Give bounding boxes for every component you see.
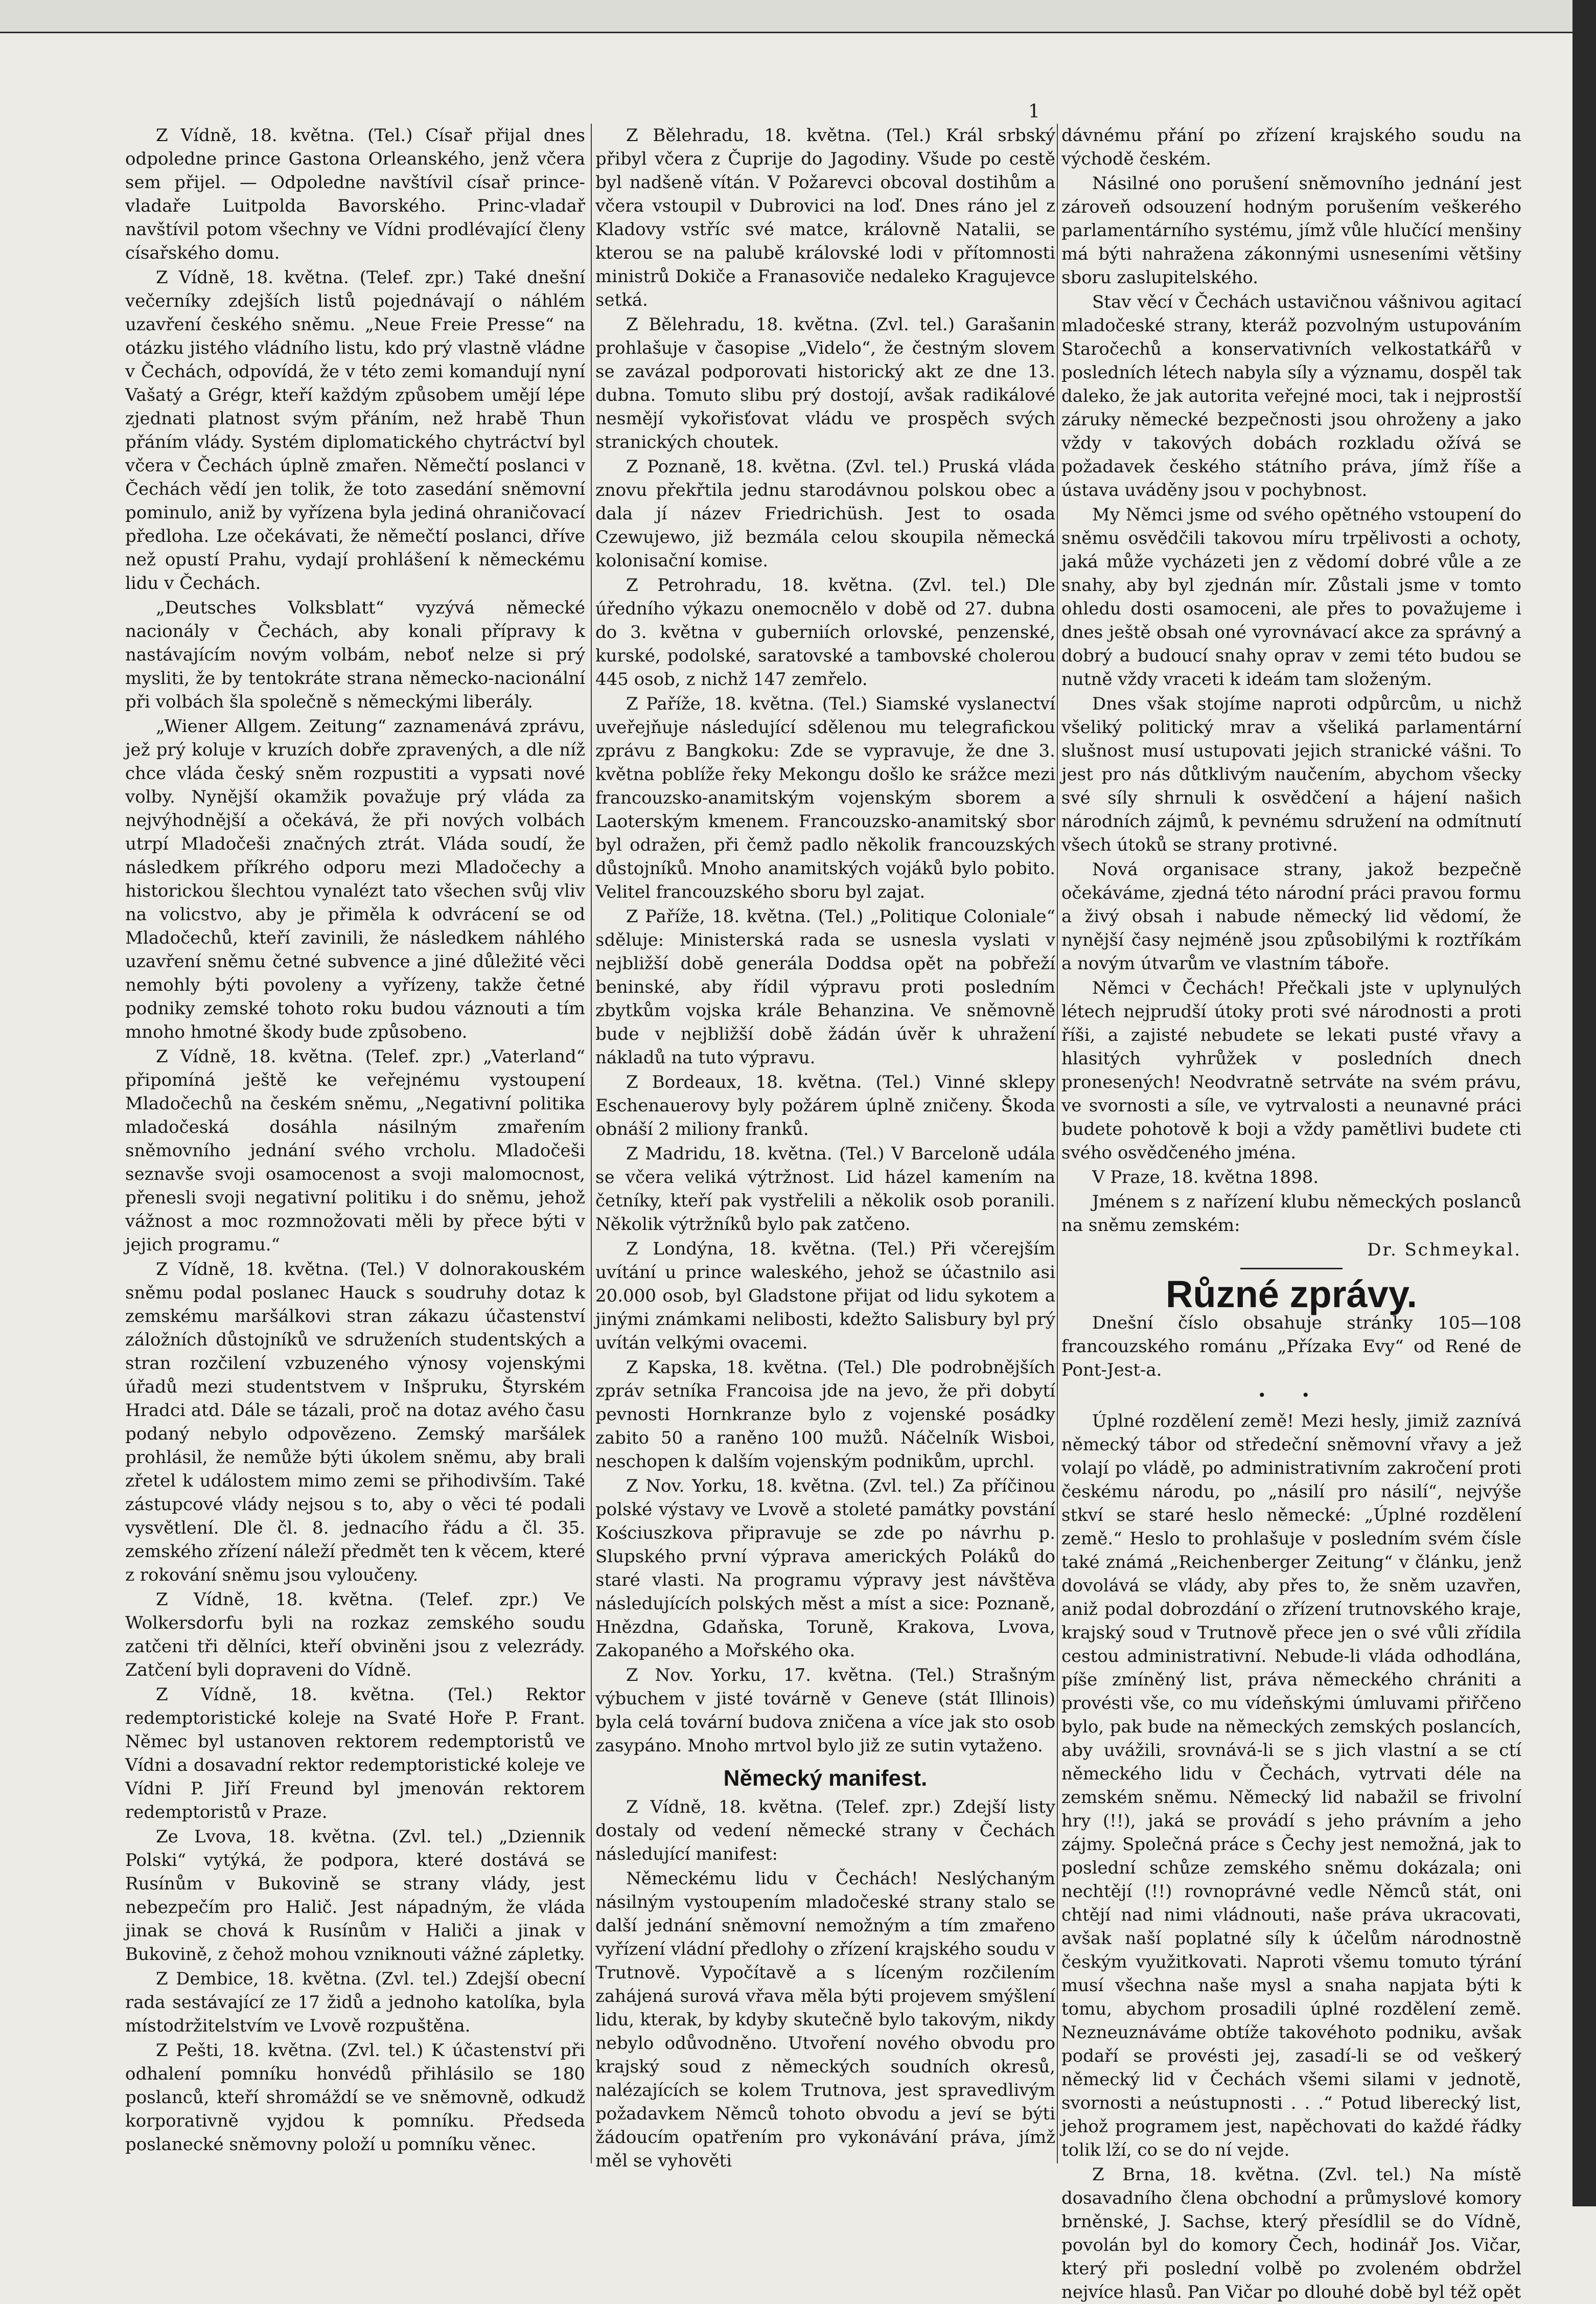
- article: Z Vídně, 18. května. (Tel.) Rektor redemptoristické koleje na Svaté Hoře P. Frant. Němec byl ustanoven rektorem redemptoristů ve Vídni a dosavadní rektor redemptoristické koleje ve Vídni P. Jiří Freund byl jmenován rektorem redemptoristů v Praze.: [125, 1684, 585, 1822]
- article: Z Londýna, 18. května. (Tel.) Při včerejším uvítání u prince waleského, jehož se účastnilo asi 20.000 osob, byl Gladstone přijat od lidu sykotem a jinými známkami nelibosti, kdežto Salisbury byl prý uvítán velkými ovacemi.: [595, 1239, 1055, 1353]
- article: Němci v Čechách! Přečkali jste v uplynulých létech nejprudší útoky proti své národnosti a proti říši, a zajisté nebudete se lekati pusté vřavy a hlasitých vyhrůžek v posledních dnech pronesených! Neodvratně setrváte na svém právu, ve svornosti a síle, ve vytrvalosti a neunavné práci budete pohotově k boji a vždy pamětlivi budete cti svého osvědčeného jména.: [1061, 978, 1521, 1163]
- article: Z Vídně, 18. května. (Telef. zpr.) Ve Wolkersdorfu byli na rozkaz zemského soudu zatčeni tři dělníci, kteří obviněni jsou z velezrády. Zatčení byli dopraveni do Vídně.: [125, 1589, 585, 1680]
- article: Z Petrohradu, 18. května. (Zvl. tel.) Dle úředního výkazu onemocnělo v době od 27. dubna do 3. května v guberniích orlovské, penzenské, kurské, podolské, saratovské a tambovské cholerou 445 osob, z nichž 147 zemřelo.: [595, 575, 1055, 690]
- article: Z Bělehradu, 18. května. (Tel.) Král srbský přibyl včera z Čuprije do Jagodiny. Všude po cestě byl nadšeně vítán. V Požarevci obcoval dostihům a včera vstoupil v Dubrovici na loď. Dnes ráno jel z Kladovy vstříc své matce, královně Natalii, se kterou se na palubě královské lodi v přítomnosti ministrů Dokiče a Franasoviče nedaleko Kragujevce setká.: [595, 125, 1055, 310]
- article: Ze Lvova, 18. května. (Zvl. tel.) „Dziennik Polski“ vytýká, že podpora, které dostává se Rusínům v Bukovině se strany vlády, jest nebezpečím pro Halič. Jest nápadným, že vláda jinak se chová k Rusínům v Haliči a jinak v Bukovině, z čehož mohou vzniknouti vážné zápletky.: [125, 1827, 585, 1965]
- article: Násilné ono porušení sněmovního jednání jest zároveň odsouzení hodným porušením veškerého parlamentárního systému, jímž vůle hlučící menšiny má býti nahražena zákonnými usneseními většiny sboru zaslupitelského.: [1061, 173, 1521, 288]
- column-2: [595, 124, 1055, 2173]
- article: Z Vídně, 18. května. (Telef. zpr.) Zdejší listy dostaly od vedení německé strany v Čechách následující manifest:: [595, 1797, 1055, 1864]
- article: Z Poznaně, 18. května. (Zvl. tel.) Pruská vláda znovu překřtila jednu starodávnou polskou obec a dala jí název Friedrichüsh. Jest to osada Czewujewo, již bezmála celou skoupila německá kolonisační komise.: [595, 457, 1055, 571]
- article: Z Dembice, 18. května. (Zvl. tel.) Zdejší obecní rada sestávající ze 17 židů a jednoho katolíka, byla místodržitelstvím ve Lvově rozpuštěna.: [125, 1969, 585, 2036]
- article: Z Vídně, 18. května. (Tel.) V dolnorakouském sněmu podal poslanec Hauck s soudruhy dotaz k zemskému maršálkovi stran zákazu účastenství záložních důstojníků ve sdruženích studentských a stran rozčilení vzbuzeného výnosy vojenskými úřadů mezi studentstvem v Inšpruku, Štyrském Hradci atd. Dále se tázali, proč na dotaz avého času podaný nebylo odpovězeno. Zemský maršálek prohlásil, že nemůže býti úkolem sněmu, aby brali zřetel k událostem mimo zemi se přihodivším. Také zástupcové vlády nejsou s to, aby o věci té podali vysvětlení. Dle čl. 8. jednacího řádu a čl. 35. zemského zřízení náleží předmět ten k věcem, které z rokování sněmu jsou vyloučeny.: [125, 1259, 585, 1585]
- article: Z Vídně, 18. května. (Tel.) Císař přijal dnes odpoledne prince Gastona Orleanského, jenž včera sem přijel. — Odpoledne navštívil císař prince-vladaře Luitpolda Bavorského. Princ-vladař navštívil potom všechny ve Vídni prodlévající členy císařského domu.: [125, 125, 585, 263]
- page-right-edge: [1572, 0, 1596, 2206]
- column-1: [125, 124, 585, 2156]
- article: Německému lidu v Čechách! Neslýchaným násilným vystoupením mladočeské strany stalo se další jednání sněmovní nemožným a tím zmařeno vyřízení vládní předlohy o zřízení krajského soudu v Trutnově. Vypočítavě a s líceným rozčilením zahájená surová vřava měla býti projevem smýšlení lidu, kterak, by kdyby skutečně bylo takovým, nikdy nebylo odůvodněno. Utvoření nového obvodu pro krajský soud z německých soudních okresů, nalézajících se kolem Trutnova, jest spravedlivým požadavkem Němců tohoto obvodu a jeví se býti žádoucím opatřením pro vykonávání práva, jímž měl se vyhověti: [595, 1868, 1055, 2171]
- article: Dnes však stojíme naproti odpůrcům, u nichž všeliký politický mrav a všeliká parlamentární slušnost musí ustupovati jejich stranické vášni. To jest pro nás důtklivým naučením, abychom všecky své síly shrnuli k osvědčení a hájení našich národních zájmů, k pevnému sdružení na odmítnutí všech útoků se strany protivné.: [1061, 694, 1521, 855]
- dateline: V Praze, 18. května 1898.: [1092, 1167, 1319, 1188]
- article: Nová organisace strany, jakož bezpečně očekáváme, zjedná této národní práci pravou formu a živý obsah i nabude německý lid vědomí, že nynější časy nejméně jsou způsobilými k roztříkám a novým útvarům ve vlastním táboře.: [1061, 859, 1521, 974]
- article: My Němci jsme od svého opětného vstoupení do sněmu osvědčili takovou míru trpělivosti a ochoty, jaká může vycházeti jen z vědomí dobré vůle a ze snahy, aby byl zjednán mír. Zůstali jsme v tomto ohledu dosti osamoceni, ale přes to považujeme i dnes ještě obsah oné vyrovnávací akce za správný a dobrý a budoucí snahy oprav v zemi této budou se nutně vždy vraceti k ideám tam složeným.: [1061, 505, 1521, 690]
- article: Z Bělehradu, 18. května. (Zvl. tel.) Garašanin prohlašuje v časopise „Videlo“, že čestným slovem se zavázal podporovati historický akt ze dne 13. dubna. Tomuto slibu prý dostojí, avšak radikálové nesmějí vykořisťovat vládu ve prospěch svých stranických choutek.: [595, 314, 1055, 452]
- signature: Dr. Schmeykal.: [1367, 1240, 1521, 1260]
- ornament-divider: • •: [1258, 1387, 1325, 1404]
- article: Z Bordeaux, 18. května. (Tel.) Vinné sklepy Eschenauerovy byly požárem úplně zničeny. Škoda obnáší 2 miliony franků.: [595, 1072, 1055, 1139]
- article: Z Nov. Yorku, 17. května. (Tel.) Strašným výbuchem v jisté továrně v Geneve (stát Illinois) byla celá tovární budova zničena a více jak sto osob zasypáno. Mnoho mrtvol bylo již ze sutin vytaženo.: [595, 1665, 1055, 1756]
- article: Dnešní číslo obsahuje stránky 105—108 francouzského románu „Přízaka Evy“ od René de Pont-Jest-a.: [1061, 1313, 1521, 1380]
- article: Z Brna, 18. května. (Zvl. tel.) Na místě dosavadního člena obchodní a průmyslové komory brněnské, J. Sachse, který přesídlil se do Vídně, povolán byl do komory Čech, hodinář Jos. Vičar, který při poslední volbě po zvoleném obdržel nejvíce hlasů. Pan Vičar po dlouhé době byl též opět: [1061, 2164, 1521, 2302]
- column-3: [1061, 124, 1521, 2304]
- section-heading-manifest: Německý manifest.: [723, 1766, 928, 1791]
- article: „Wiener Allgem. Zeitung“ zaznamenává zprávu, jež prý koluje v kruzích dobře zpravených, a dle níž chce vláda český sněm rozpustiti a vypsati nové volby. Nynější okamžik považuje prý vláda za nejvýhodnější a očekává, že při nových volbách utrpí Mladočeši značných ztrát. Vláda soudí, že následkem příkrého odporu mezi Mladočechy a historickou šlechtou vynalézt tato všechen svůj vliv na volicstvo, aby je přiměla k odvrácení se od Mladočechů, kteří zavinili, že následkem náhlého uzavření sněmu četné subvence a jiné důležité věci nemohly býti povoleny a vyřízeny, takže četné podniky zemské tohoto roku budou váznouti a tím mnoho hmotné škody bude způsobeno.: [125, 716, 585, 1042]
- article: dávnému přání po zřízení krajského soudu na východě českém.: [1061, 125, 1521, 169]
- article: Z Pešti, 18. května. (Zvl. tel.) K účastenství při odhalení pomníku honvédů přihlásilo se 180 poslanců, kteří shromáždí se ve sněmovně, odkudž korporativně vyjdou k pomníku. Předseda poslanecké sněmovny položí u pomníku věnec.: [125, 2040, 585, 2155]
- article: Z Nov. Yorku, 18. května. (Zvl. tel.) Za příčinou polské výstavy ve Lvově a stoleté památky povstání Kościuszkova připravuje se zde po návrhu p. Slupského první výprava amerických Poláků do staré vlasti. Na programu výpravy jest návštěva následujících polských měst a míst a sice: Poznaně, Hnězdna, Gdaňska, Toruně, Krakova, Lvova, Zakopaného a Mořského oka.: [595, 1476, 1055, 1661]
- article: Z Paříže, 18. května. (Tel.) Siamské vyslanectví uveřejňuje následující sdělenou mu telegrafickou zprávu z Bangkoku: Zde se vypravuje, že dne 3. května poblíže řeky Mekongu došlo ke srážce mezi francouzsko-anamitským vojenským sborem a Laoterským kmenem. Francouzsko-anamitský sbor byl odražen, při čemž padlo několik francouzských důstojníků. Mnoho anamitských vojáků bylo pobito. Velitel francouzského sboru byl zajat.: [595, 694, 1055, 902]
- article: Z Vídně, 18. května. (Telef. zpr.) Také dnešní večerníky zdejších listů pojednávají o náhlém uzavření českého sněmu. „Neue Freie Presse“ na otázku jistého vládního listu, kdo prý vlastně vládne v Čechách, odpovídá, že v této zemi komandují nyní Vašatý a Grégr, kteří každým způsobem umějí lépe zjednati platnost svým přáním, než hrabě Thun přáním vlády. Systém diplomatického chytráctví byl včera v Čechách úplně zmařen. Němečtí poslanci v Čechách vědí jen tolik, že toto zasedání sněmovní pominulo, aniž by vyřízena byla jediná ohraničovací předloha. Lze očekávati, že němečtí poslanci, dříve než opustí Prahu, vydají prohlášení k německému lidu v Čechách.: [125, 267, 585, 594]
- page-top-edge: [0, 0, 1596, 33]
- signature-line: Jménem s z nařízení klubu německých poslanců na sněmu zemském:: [1061, 1192, 1521, 1236]
- article: Stav věcí v Čechách ustavičnou vášnivou agitací mladočeské strany, kteráž pozvolným ustupováním Staročechů a konservativních velkostatkářů v posledních létech nabyla síly a významu, dospěl tak daleko, že jak autorita veřejné moci, tak i nejprostší záruky německé bezpečnosti jsou ohroženy a jako vždy v takových dobách rozkladu ožívá se požadavek českého státního práva, jímž říše a ústava uváděny jsou v pochybnost.: [1061, 292, 1521, 500]
- article: Z Madridu, 18. května. (Tel.) V Barceloně udála se včera veliká výtržnost. Lid házel kamením na četníky, kteří pak vystřelili a několik osob poranili. Několik výtržníků bylo pak zatčeno.: [595, 1144, 1055, 1235]
- section-heading-zpravy: Různé zprávy.: [1165, 1273, 1418, 1315]
- article: Úplné rozdělení země! Mezi hesly, jimiž zaznívá německý tábor od středeční sněmovní vřavy a jež volají po vládě, po administrativním zakročení proti českému národu, po „násilí pro násilí“, nejvýše stkví se staré heslo německé: „Úplné rozdělení země.“ Heslo to prohlašuje v posledním svém čísle také známá „Reichenberger Zeitung“ v článku, jenž dovolává se vlády, aby přes to, že sněm uzavřen, aniž podal dobrozdání o zřízení trutnovského kraje, krajský soud v Trutnově přece jen o své vůli zřídila cestou administrativní. Nebude-li vláda odhodlána, píše zmíněný list, práva německého chrániti a provésti vše, co mu vídeňskými úmluvami přiřčeno bylo, pak bude na německých zemských poslancích, aby uvážili, srovnává-li se s jich vlastní a se ctí německého lidu v Čechách, vytrvati déle na zemském sněmu. Německý lid nabažil se frivolní hry (!!), jaká se provádí s jeho právním a jeho zájmy. Společná práce s Čechy jest nemožná, jak to poslední schůze zemského sněmu dokázala; oni nechtějí (!!) rovnoprávné vedle Němců stát, oni chtějí nad nimi vládnouti, naše práva ukracovati, avšak naší poplatné síly k účelům národnostně českým využitkovati. Naproti všemu tomuto týrání musí všechna naše mysl a snaha napjata býti k tomu, abychom prosadili úplné rozdělení země. Nezneuznáváme obtíže takovéhoto podniku, avšak podaří se provésti jej, zasadí-li se od veškerý německý lid v Čechách všemi silami v jednotě, svornosti a neústupnosti . . .“ Potud liberecký list, jehož programem jest, napěchovati do každé řádky tolik lží, co se do ní vejde.: [1061, 1411, 1521, 2160]
- article: Z Vídně, 18. května. (Telef. zpr.) „Vaterland“ připomíná ještě ke veřejnému vystoupení Mladočechů na českém sněmu, „Negativní politika mladočeská dosáhla násilným zmařením sněmovního jednání svého vrcholu. Mladočeši seznavše svoji osamocenost a svoji malomocnost, přenesli svoji negativní politiku i do sněmu, jehož vážnost a moc rozmnožovati měli by přece býti v jejich programu.“: [125, 1046, 585, 1255]
- article: Z Paříže, 18. května. (Tel.) „Politique Coloniale“ sděluje: Ministerská rada se usnesla vyslati v nejbližší době generála Doddsa opět na pobřeží beninské, aby řídil výpravu proti posledním zbytkům vojska krále Behanzina. Ve sněmovně bude v nejbližší době žádán úvěr k uhražení nákladů na tuto výpravu.: [595, 906, 1055, 1068]
- article: „Deutsches Volksblatt“ vyzývá německé nacionály v Čechách, aby konali přípravy k nastávajícím novým volbám, neboť nelze si prý mysliti, že by tentokráte strana německo-nacionální při volbách šla společně s německými liberály.: [125, 598, 585, 712]
- column-rule: [591, 124, 592, 2163]
- column-rule: [1057, 124, 1058, 2163]
- page-number-mark: 1: [1028, 101, 1040, 122]
- divider: [1240, 1268, 1343, 1269]
- article: Z Kapska, 18. května. (Tel.) Dle podrobnějších zpráv setníka Francoisa jde na jevo, že při dobytí pevnosti Hornkranze bylo z vojenské posádky zabito 50 a raněno 100 mužů. Náčelník Wisboi, neschopen k dalším vojenským podnikům, uprchl.: [595, 1357, 1055, 1472]
